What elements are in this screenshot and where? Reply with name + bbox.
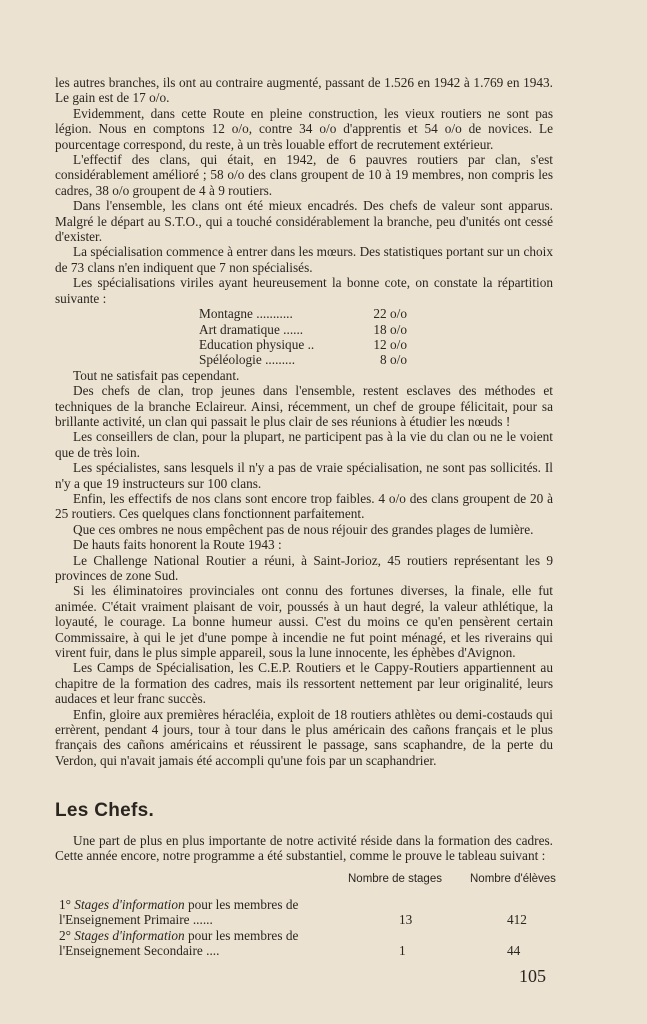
table-row: [199, 306, 413, 321]
specialization-value: 8 o/o: [380, 352, 407, 368]
paragraph: La spécialisation commence à entrer dans les mœurs. Des statistiques portant sur un choix de 73 clans n'en indiquent que 7 non spécialisés.: [55, 244, 553, 275]
paragraph: Tout ne satisfait pas cependant.: [73, 367, 240, 383]
eleve-count: 44: [507, 943, 521, 958]
paragraph: Des chefs de clan, trop jeunes dans l'ensemble, restent esclaves des méthodes et techniques de la branche Eclaireur. Ainsi, récemment, un chef de groupe félicitait, pour sa brillante activité, un clan qui passait le plus clair de ses réunions à étudier les nœuds !: [55, 383, 553, 429]
stage-label: [59, 897, 319, 928]
stage-count: 1: [399, 943, 406, 958]
chefs-intro: [55, 833, 553, 864]
stage-title: Stages d'information: [74, 897, 185, 912]
stage-number: 2°: [59, 928, 71, 943]
paragraph: Le Challenge National Routier a réuni, à Saint-Jorioz, 45 routiers représentant les 9 provinces de zone Sud.: [55, 552, 553, 583]
specialization-value: 12 o/o: [373, 336, 407, 352]
column-header-stages: Nombre de stages: [348, 873, 442, 885]
paragraph: Evidemment, dans cette Route en pleine construction, les vieux routiers ne sont pas légion. Nous en comptons 12 o/o, contre 34 o/o d'apprentis et 54 o/o de novices. Le pourcentage correspond, du reste, à un très louable effort de recrutement extérieur.: [55, 105, 553, 152]
specialization-value: 18 o/o: [373, 321, 407, 337]
paragraph: Dans l'ensemble, les clans ont été mieux encadrés. Des chefs de valeur sont apparus. Malgré le départ au S.T.O., qui a touché considérablement la branche, peu d'unités ont cessé d'exister.: [55, 198, 553, 245]
paragraph: Si les éliminatoires provinciales ont connu des fortunes diverses, la finale, elle fut animée. C'était vraiment plaisant de voir, poussés à un haut degré, la valeur athlétique, la loyauté, le courage. La bonne humeur aussi. C'est du moins ce qu'en pensèrent certain Commissaire, à qui le jet d'une pompe à incendie ne fut point ménagé, et les riverains qui virent fuir, dans le plus simple appareil, sous la lune innocente, les éphèbes d'Avignon.: [55, 583, 553, 661]
paragraph: Les conseillers de clan, pour la plupart, ne participent pas à la vie du clan ou ne le voient que de très loin.: [55, 429, 553, 460]
stage-description: pour les membres de l'Enseignement Secondaire ....: [59, 928, 299, 959]
specialization-name: Montagne ...........: [199, 306, 293, 322]
stage-number: 1°: [59, 897, 71, 912]
stage-description: pour les membres de l'Enseignement Primaire ......: [59, 897, 299, 928]
specialization-value: 22 o/o: [373, 306, 407, 322]
body-text: [55, 75, 553, 768]
paragraph: Les spécialistes, sans lesquels il n'y a pas de vraie spécialisation, ne sont pas sollicités. Il n'y a que 19 instructeurs sur 100 clans.: [55, 460, 553, 491]
paragraph: Enfin, gloire aux premières héracléia, exploit de 18 routiers athlètes ou demi-costauds qui errèrent, pendant 4 jours, tour à tour dans le plus américain des cañons français et le plus français des cañons américains et réussirent le passage, sans scaphandre, de la perte du Verdon, qui n'avait jamais été accompli qu'une fois par un scaphandrier.: [55, 706, 553, 768]
eleve-count: 412: [507, 912, 527, 927]
stage-count: 13: [399, 912, 413, 927]
table-row: [199, 352, 413, 367]
column-header-eleves: Nombre d'élèves: [470, 873, 556, 885]
paragraph: Enfin, les effectifs de nos clans sont encore trop faibles. 4 o/o des clans groupent de 20 à 25 routiers. Ces quelques clans fonctionnent parfaitement.: [55, 490, 553, 522]
paragraph: Les Camps de Spécialisation, les C.E.P. Routiers et le Cappy-Routiers appartiennent au chapitre de la formation des cadres, mais ils ressortent nettement par leur originalité, leurs audaces et leur franc succès.: [55, 660, 553, 707]
section-title: Les Chefs.: [55, 800, 155, 821]
paragraph: Les spécialisations viriles ayant heureusement la bonne cote, on constate la répartition suivante :: [55, 275, 553, 306]
stage-title: Stages d'information: [74, 928, 185, 943]
specialization-name: Art dramatique ......: [199, 321, 304, 337]
specialization-name: Education physique ..: [199, 336, 315, 352]
paragraph: De hauts faits honorent la Route 1943 :: [73, 537, 282, 553]
page-number: 105: [519, 966, 546, 986]
paragraph: L'effectif des clans, qui était, en 1942, de 6 pauvres routiers par clan, s'est considérablement amélioré ; 58 o/o des clans groupent de 10 à 19 membres, non compris les cadres, 38 o/o groupent de 4 à 9 routiers.: [55, 152, 553, 198]
paragraph: Une part de plus en plus importante de notre activité réside dans la formation des cadres. Cette année encore, notre programme a été substantiel, comme le prouve le tableau suivant :: [55, 833, 553, 864]
table-row: [199, 322, 413, 337]
specialization-table: [199, 306, 413, 368]
paragraph: Que ces ombres ne nous empêchent pas de nous réjouir des grandes plages de lumière.: [73, 521, 534, 537]
table-row: [199, 337, 413, 352]
paragraph: les autres branches, ils ont au contraire augmenté, passant de 1.526 en 1942 à 1.769 en 1943. Le gain est de 17 o/o.: [55, 75, 553, 106]
specialization-name: Spéléologie .........: [199, 352, 296, 368]
stage-label: [59, 928, 319, 959]
